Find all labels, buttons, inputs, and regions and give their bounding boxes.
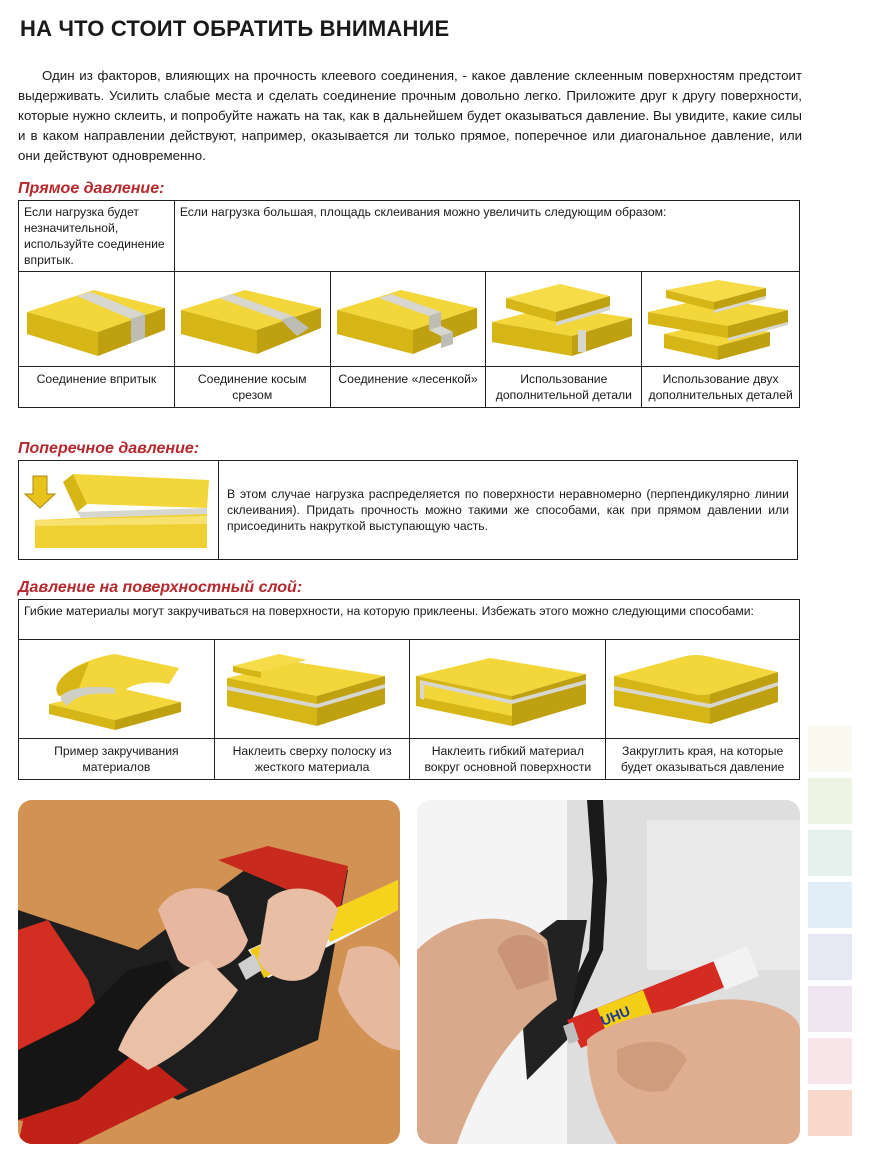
swatch	[808, 778, 852, 824]
caption-rounded-edges: Закруглить края, на которые будет оказываться давление	[606, 739, 800, 780]
cross-pressure-illustration	[19, 461, 219, 560]
large-load-note: Если нагрузка большая, площадь склеивания можно увеличить следующим образом:	[174, 201, 799, 272]
surface-pressure-table	[18, 599, 800, 780]
surface-intro-text: Гибкие материалы могут закручиваться на поверхности, на которую приклеены. Избежать этого можно следующими способами:	[19, 600, 800, 640]
swatch	[808, 986, 852, 1032]
swatch	[808, 726, 852, 772]
window-seal-photo	[417, 800, 800, 1144]
uhu-tube-label-right: UHU	[598, 1002, 633, 1029]
color-swatch-strip	[808, 726, 852, 1142]
caption-butt-joint: Соединение впритык	[19, 367, 175, 408]
direct-pressure-table	[18, 200, 800, 408]
caption-wrapped-material: Наклеить гибкий материал вокруг основной поверхности	[410, 739, 606, 780]
swatch	[808, 934, 852, 980]
wrapped-material-illustration	[410, 640, 606, 739]
rounded-edges-illustration	[606, 640, 800, 739]
shoe-repair-photo	[18, 800, 400, 1144]
rigid-strip-illustration	[214, 640, 410, 739]
swatch	[808, 882, 852, 928]
caption-extra-part: Использование дополнительной детали	[486, 367, 642, 408]
two-extra-parts-illustration	[642, 272, 800, 367]
section-heading-cross: Поперечное давление:	[18, 440, 200, 457]
intro-paragraph: Один из факторов, влияющих на прочность клеевого соединения, - какое давление склеенным поверхностям предстоит выдерживать. Усилить слабые места и сделать соединение прочным довольно легко. Приложите друг к другу поверхности, которые нужно склеить, и попробуйте нажать на так, как в дальнейшем будет оказываться давление. Вы увидите, какие силы и в каком направлении действуют, например, оказывается ли только прямое, поперечное или диагональное давление, или они действуют одновременно.	[18, 68, 802, 163]
caption-rigid-strip: Наклеить сверху полоску из жесткого материала	[214, 739, 410, 780]
curling-example-illustration	[19, 640, 215, 739]
cross-pressure-text: В этом случае нагрузка распределяется по поверхности неравномерно (перпендикулярно линии склеивания). Придать прочность можно такими же способами, как при прямом давлении или присоединить накруткой выступающую часть.	[218, 461, 797, 560]
page-title: НА ЧТО СТОИТ ОБРАТИТЬ ВНИМАНИЕ	[20, 16, 450, 41]
scarf-joint-illustration	[174, 272, 330, 367]
caption-scarf-joint: Соединение косым срезом	[174, 367, 330, 408]
caption-two-extra-parts: Использование двух дополнительных деталей	[642, 367, 800, 408]
caption-curling-example: Пример закручивания материалов	[19, 739, 215, 780]
butt-joint-illustration	[19, 272, 175, 367]
small-load-note: Если нагрузка будет незначительной, используйте соединение впритык.	[19, 201, 175, 272]
cross-pressure-table	[18, 460, 798, 560]
swatch	[808, 830, 852, 876]
extra-part-illustration	[486, 272, 642, 367]
caption-step-joint: Соединение «лесенкой»	[330, 367, 486, 408]
section-heading-surface: Давление на поверхностный слой:	[18, 579, 303, 596]
swatch	[808, 1038, 852, 1084]
swatch	[808, 1090, 852, 1136]
section-heading-direct: Прямое давление:	[18, 180, 165, 197]
step-joint-illustration	[330, 272, 486, 367]
